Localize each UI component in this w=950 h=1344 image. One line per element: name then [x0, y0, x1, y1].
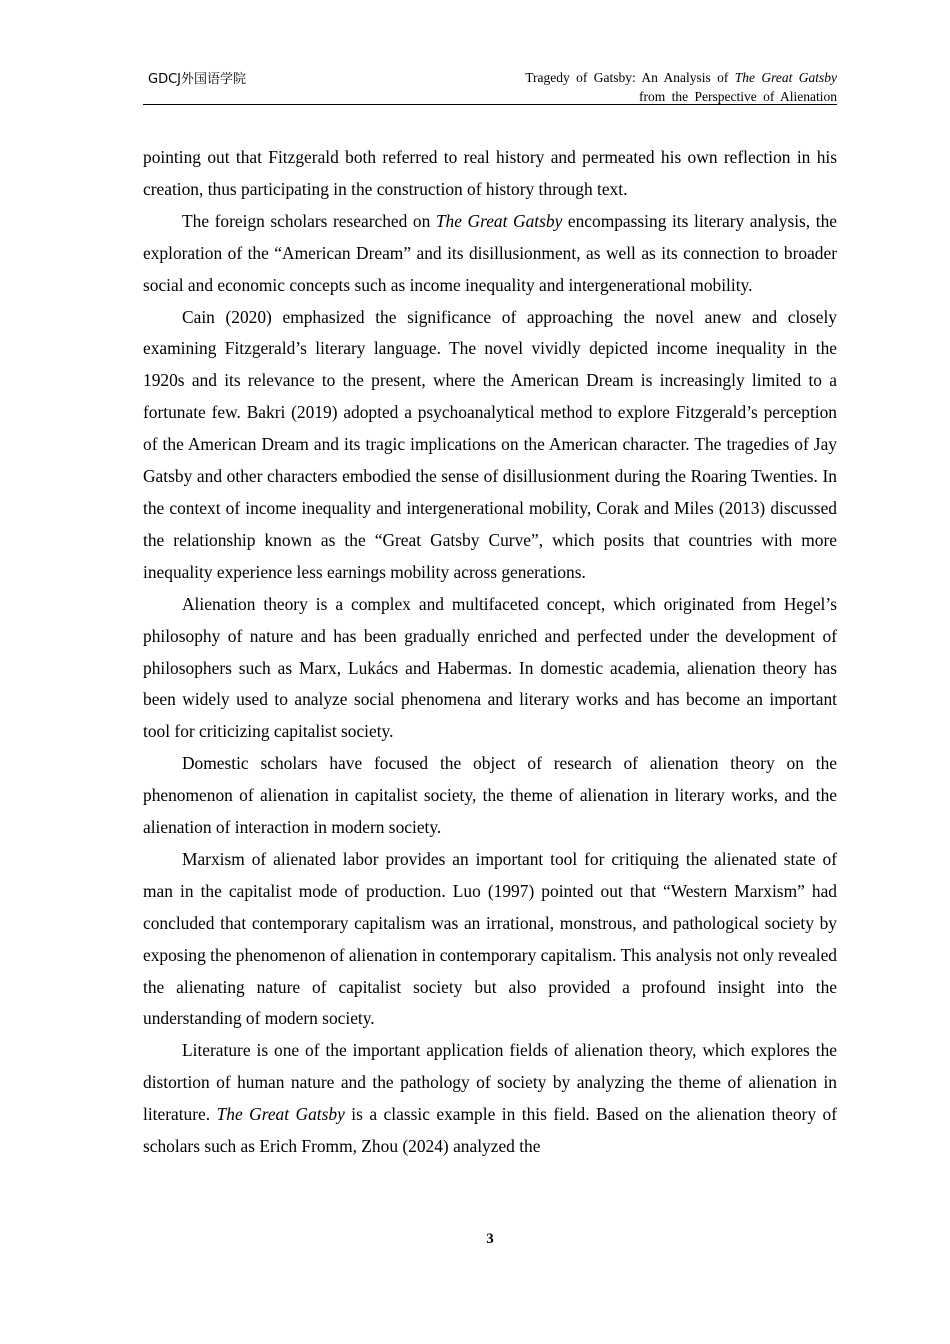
header-book-title: The Great Gatsby — [734, 70, 837, 85]
paragraph-2 — [143, 206, 837, 302]
paragraph-7-part-b: is a classic example in this field. Based on the alienation theory of scholars such as Erich Fromm, Zhou (2024) analyzed the — [143, 1104, 838, 1157]
paragraph-1: pointing out that Fitzgerald both referred to real history and permeated his own reflection in his creation, thus participating in the construction of history through text. — [143, 147, 837, 199]
paragraph-2-part-a: The foreign scholars researched on — [182, 210, 436, 231]
paragraph-4: Alienation theory is a complex and multifaceted concept, which originated from Hegel’s philosophy of nature and has been gradually enriched and perfected under the development of philosophers such as Marx, Lukács and Habermas. In domestic academia, alienation theory has been widely used to analyze social phenomena and literary works and has become an important tool for criticizing capitalist society. — [143, 593, 837, 742]
paragraph-7-book-title: The Great Gatsby — [216, 1104, 345, 1125]
body-text — [143, 142, 837, 1163]
paragraph-7 — [143, 1035, 837, 1163]
paragraph-3: Cain (2020) emphasized the significance of approaching the novel anew and closely examining Fitzgerald’s literary language. The novel vividly depicted income inequality in the 1920s and its relevance to the present, where the American Dream is increasingly limited to a fortunate few. Bakri (2019) adopted a psychoanalytical method to explore Fitzgerald’s perception of the American Dream and its tragic implications on the American character. The tragedies of Jay Gatsby and other characters embodied the sense of disillusionment during the Roaring Twenties. In the context of income inequality and intergenerational mobility, Corak and Miles (2013) discussed the relationship known as the “Great Gatsby Curve”, which posits that countries with more inequality experience less earnings mobility across generations. — [143, 306, 837, 582]
page-number: 3 — [486, 1231, 494, 1247]
paragraph-2-part-b: encompassing its literary analysis, the exploration of the “American Dream” and its disillusionment, as well as its connection to broader social and economic concepts such as income inequality and intergenerational mobility. — [143, 210, 837, 295]
header-divider — [143, 104, 837, 105]
paragraph-6: Marxism of alienated labor provides an important tool for critiquing the alienated state of man in the capitalist mode of production. Luo (1997) pointed out that “Western Marxism” had concluded that contemporary capitalism was an irrational, monstrous, and pathological society by exposing the phenomenon of alienation in contemporary capitalism. This analysis not only revealed the alienating nature of capitalist society but also provided a profound insight into the understanding of modern society. — [143, 848, 837, 1029]
paragraph-7-part-a: Literature is one of the important application fields of alienation theory, which explores the distortion of human nature and the pathology of society by analyzing the theme of alienation in literature. — [143, 1040, 837, 1125]
header-title-prefix: Tragedy of Gatsby: An Analysis of — [525, 70, 735, 85]
header-title-line-1 — [525, 68, 837, 87]
header-title-line-2: from the Perspective of Alienation — [639, 89, 837, 104]
paragraph-5: Domestic scholars have focused the object of research of alienation theory on the phenomenon of alienation in capitalist society, the theme of alienation in literary works, and the alienation of interaction in modern society. — [143, 753, 837, 838]
header-institution: GDCJ外国语学院 — [148, 72, 246, 87]
header-running-title — [525, 68, 837, 106]
paragraph-2-book-title: The Great Gatsby — [435, 210, 563, 231]
